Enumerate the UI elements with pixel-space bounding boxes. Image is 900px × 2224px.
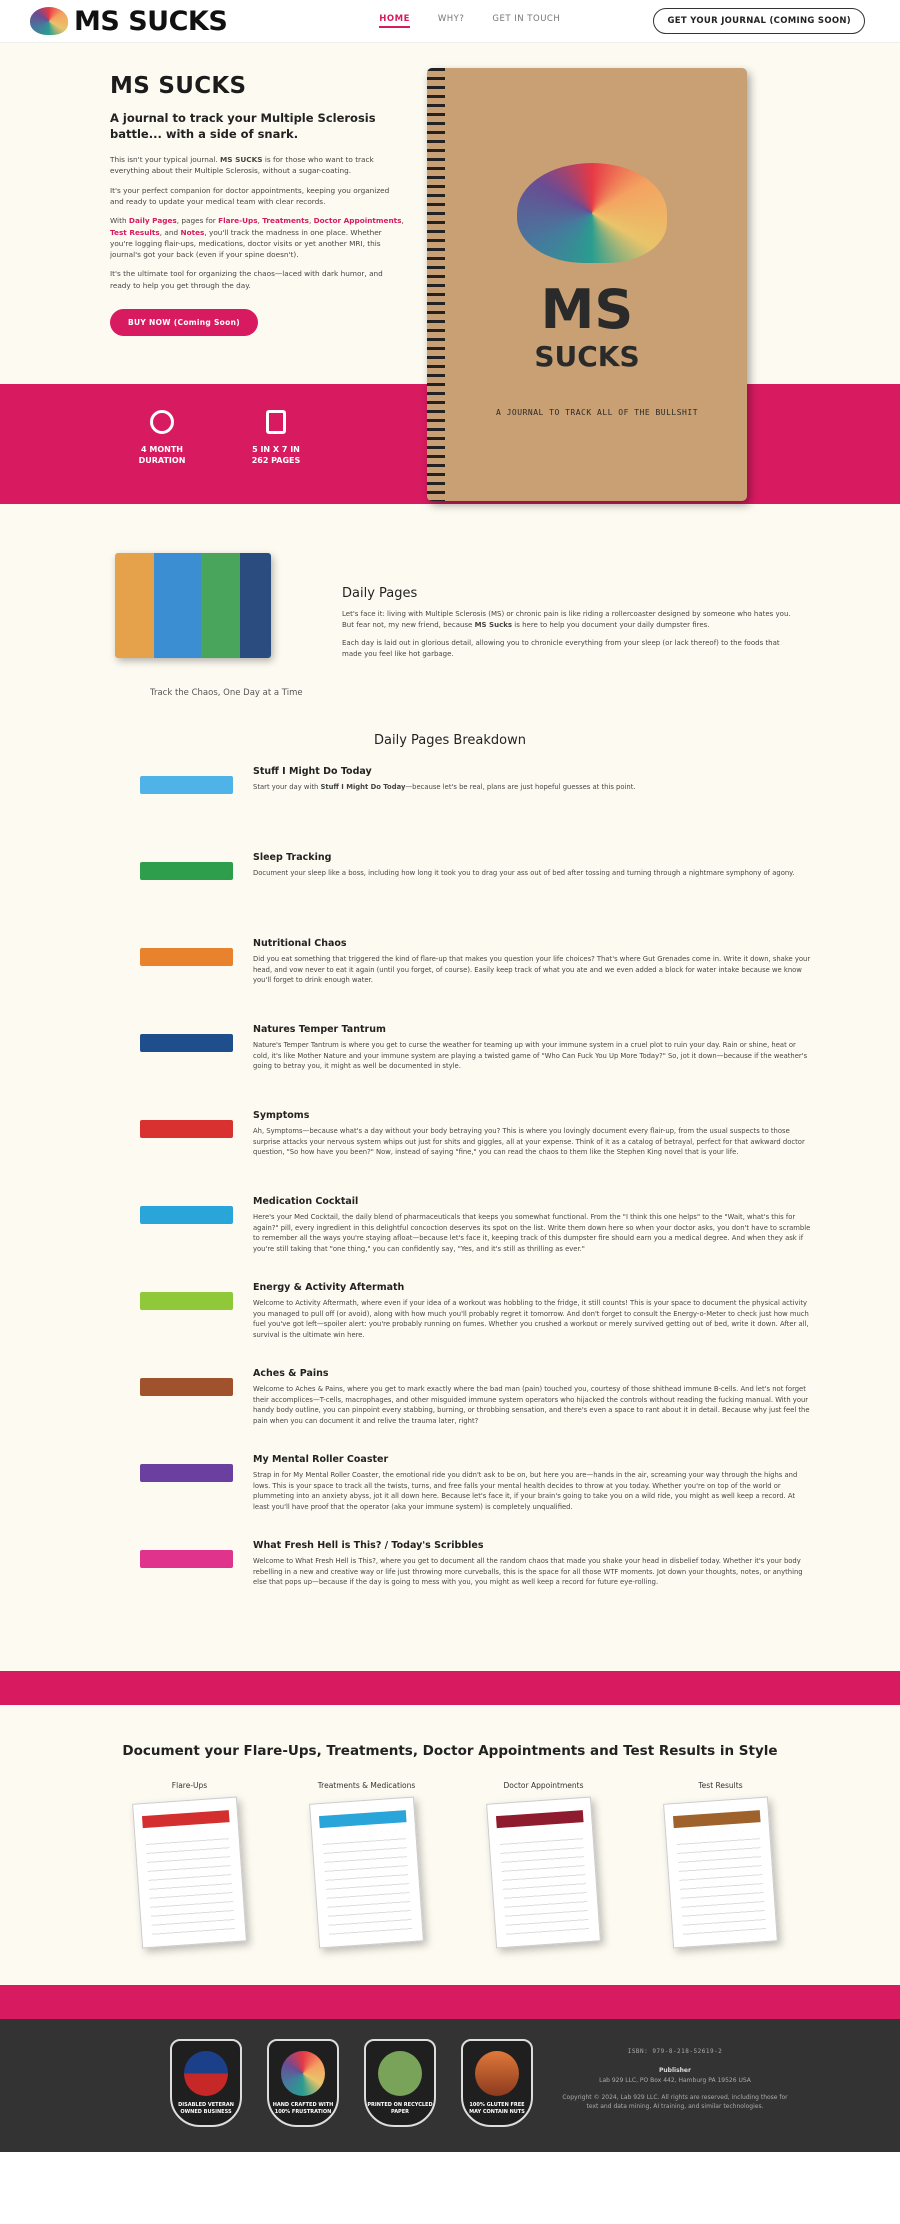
section-page-preview	[140, 1120, 233, 1138]
journal-tagline: A JOURNAL TO TRACK ALL OF THE BULLSHIT	[495, 408, 699, 417]
card-treatments	[307, 1781, 427, 1945]
treatments-page-image	[309, 1797, 424, 1949]
section-page-preview	[140, 1464, 233, 1482]
hero-section	[0, 43, 900, 505]
badge-text: DISABLED VETERAN OWNED BUSINESS	[178, 2102, 234, 2115]
card-doctor-appointments	[484, 1781, 604, 1945]
breakdown-item-description: Welcome to What Fresh Hell is This?, where you get to document all the random chaos that made you shake your head in disbelief today. Whether it's your body rebelling in a new and creative way or life just throwing more curveballs, this is the space for all those WTF moments. Jot down your thoughts, notes, or anything else that pops up—because if the day is going to mess with you, you might as well keep a record for future eye-rolling.	[253, 1557, 803, 1587]
card-label: Treatments & Medications	[317, 1781, 416, 1790]
breakdown-row	[0, 1368, 900, 1440]
breakdown-text	[253, 1454, 813, 1526]
hero-paragraph-4: It's the ultimate tool for organizing the chaos—laced with dark humor, and ready to help you get through the day.	[110, 269, 383, 290]
breakdown-row	[0, 1540, 900, 1612]
doctor-appointments-page-image	[486, 1797, 601, 1949]
breakdown-item-description: Nature's Temper Tantrum is where you get to curse the weather for teaming up with your immune system in a cruel plot to ruin your day. Rain or shine, heat or cold, it's like Mother Nature and your immune system are playing a twisted game of "Who Can Fuck You Up More Today?" So, jot it down—because if the weather's going to betray you, it might as well be documented in style.	[253, 1041, 808, 1071]
hero-title: MS SUCKS	[110, 73, 247, 99]
publisher-label: Publisher	[659, 2067, 691, 2075]
buy-now-button[interactable]: BUY NOW (Coming Soon)	[110, 309, 258, 336]
card-label: Test Results	[698, 1781, 743, 1790]
footer-info	[560, 2047, 790, 2111]
daily-pages-paragraph-1: Let's face it: living with Multiple Sclerosis (MS) or chronic pain is like riding a rollercoaster designed by someone who hates you. But fear not, my new friend, because MS Sucks is here to help you document your daily dumpster fires.	[342, 610, 791, 629]
daily-pages-image	[115, 553, 271, 658]
breakdown-item-title: Symptoms	[253, 1110, 310, 1121]
breakdown-row	[0, 1282, 900, 1354]
breakdown-item-description: Start your day with Stuff I Might Do Today—because let's be real, plans are just hopeful guesses at this point.	[253, 783, 636, 791]
breakdown-item-title: Medication Cocktail	[253, 1196, 359, 1207]
section-thumbnail	[140, 766, 233, 838]
documents-title: Document your Flare-Ups, Treatments, Doctor Appointments and Test Results in Style	[122, 1743, 778, 1759]
breakdown-row	[0, 852, 900, 924]
section-thumbnail	[140, 938, 233, 1010]
page-lines	[145, 1830, 235, 1937]
page-header-strip	[319, 1810, 407, 1828]
badges	[170, 2039, 533, 2127]
breakdown-item-description: Strap in for My Mental Roller Coaster, the emotional ride you didn't ask to be on, but here you are—hands in the air, screaming your way through the highs and lows. This is your space to track all the twists, turns, and free falls your mental health decides to throw at you today. Whether you're on top of the world or plummeting into an anxiety abyss, jot it all down here. Because let's face it, if your brain's going to take you on a wild ride, you might as well keep a record. At least you'll have proof that the operator (aka your immune system) is completely unqualified.	[253, 1471, 798, 1511]
journal-title-ms: MS	[540, 278, 634, 341]
hero-subtitle: A journal to track your Multiple Sclerosis battle... with a side of snark.	[110, 111, 376, 141]
isbn: ISBN: 979-8-218-52619-2	[627, 2048, 723, 2055]
leaf-icon	[378, 2051, 422, 2096]
journal-title-sucks: SUCKS	[534, 340, 640, 373]
section-thumbnail	[140, 1024, 233, 1096]
badge-text: PRINTED ON RECYCLED PAPER	[367, 2102, 433, 2115]
hero-paragraph-1: This isn't your typical journal. MS SUCKS is for those who want to track everything about their Multiple Sclerosis, without a sugar-coating.	[110, 155, 374, 176]
section-thumbnail	[140, 1282, 233, 1354]
section-page-preview	[140, 948, 233, 966]
test-results-page-image	[663, 1797, 778, 1949]
section-thumbnail	[140, 852, 233, 924]
site-footer	[0, 2019, 900, 2152]
breakdown-row	[0, 938, 900, 1010]
breakdown-item-description: Here's your Med Cocktail, the daily blend of pharmaceuticals that keeps you somewhat functional. From the "I think this one helps" to the "Wait, what's this for again?" pill, every ingredient in this delightful concoction deserves its spot on the list. Write them down here so when your doctor asks, you don't have to scramble to remember all the ways you're staying afloat—because let's face it, keeping track of this dumpster fire should earn you a medical degree. And when they ask if you're still taking that "one thing," you can confidently say, "Yes, and it's still as thrilling as ever."	[253, 1213, 811, 1253]
daily-pages-text	[342, 586, 792, 666]
nav-home[interactable]: HOME	[379, 14, 410, 28]
nav-why[interactable]: WHY?	[437, 14, 465, 24]
breakdown-list	[0, 766, 900, 1612]
page-header-strip	[673, 1810, 761, 1828]
breakdown-text	[253, 1196, 813, 1268]
daily-pages-section	[0, 505, 900, 1671]
breakdown-item-description: Ah, Symptoms—because what's a day without your body betraying you? This is where you lovingly document every flair-up, from the usual suspects to those surprise attacks your nervous system whips out just for shits and giggles, all at your expense. Think of it as a catalog of betrayal, perfect for that awkward doctor question, "So how have you been?" Now, instead of saying "fine," you can read the chaos to them like the Stephen King novel that is your life.	[253, 1127, 805, 1157]
breakdown-row	[0, 766, 900, 838]
section-thumbnail	[140, 1196, 233, 1268]
book-icon	[266, 410, 286, 434]
pink-divider	[0, 1985, 900, 2019]
flare-ups-page-image	[132, 1797, 247, 1949]
breakdown-text	[253, 1368, 813, 1440]
breakdown-item-description: Welcome to Activity Aftermath, where even if your idea of a workout was hobbling to the fridge, it still counts! This is your space to document the physical activity you managed to pull off (or avoid), along with how much you'll probably regret it tomorrow. And don't forget to consult the Energy-o-Meter to check just how much fuel you've got left—spoiler alert: you're probably running on fumes. Whether you crushed a workout or merely survived getting out of bed, write it down. After all, survival is the ultimate win here.	[253, 1299, 809, 1339]
flag-icon	[184, 2051, 228, 2096]
pink-divider	[0, 1671, 900, 1705]
duration-value: 4 MONTH	[141, 445, 183, 454]
veteran-badge	[170, 2039, 242, 2127]
main-nav	[379, 14, 560, 28]
logo-text: MS SUCKS	[74, 5, 228, 37]
daily-pages-intro	[0, 505, 900, 718]
breakdown-title: Daily Pages Breakdown	[374, 733, 526, 748]
breakdown-text	[253, 1024, 813, 1096]
breakdown-item-title: Energy & Activity Aftermath	[253, 1282, 405, 1293]
handcrafted-badge	[267, 2039, 339, 2127]
brain-logo-icon	[30, 7, 68, 35]
recycled-badge	[364, 2039, 436, 2127]
daily-pages-paragraph-2: Each day is laid out in glorious detail, allowing you to chronicle everything from your sleep (or lack thereof) to the foods that made you feel like hot garbage.	[342, 638, 780, 658]
page-lines	[499, 1830, 589, 1937]
duration-label: DURATION	[138, 456, 186, 466]
page-lines	[322, 1830, 412, 1937]
section-thumbnail	[140, 1454, 233, 1526]
card-test-results	[661, 1781, 781, 1945]
get-journal-button[interactable]: GET YOUR JOURNAL (COMING SOON)	[653, 8, 865, 34]
wheat-icon	[475, 2051, 519, 2096]
section-page-preview	[140, 1292, 233, 1310]
section-page-preview	[140, 1034, 233, 1052]
breakdown-item-description: Did you eat something that triggered the kind of flare-up that makes you question your life choices? That's where Gut Grenades come in. Write it down, shake your head, and vow never to eat it again (until you forget, of course). Easily keep track of what you ate and we even added a block for water intake because we know you'll forget to drink enough water.	[253, 955, 811, 985]
section-thumbnail	[140, 1368, 233, 1440]
pages-stat	[236, 410, 316, 466]
breakdown-row	[0, 1196, 900, 1268]
breakdown-text	[253, 1540, 813, 1612]
card-label: Doctor Appointments	[503, 1781, 584, 1790]
breakdown-text	[253, 852, 813, 924]
breakdown-item-description: Document your sleep like a boss, including how long it took you to drag your ass out of bed after tossing and turning through a nightmare symphony of agony.	[253, 869, 795, 877]
pages-value: 262 PAGES	[251, 456, 301, 466]
section-page-preview	[140, 1550, 233, 1568]
documents-section	[0, 1705, 900, 1985]
page-header-strip	[496, 1810, 584, 1828]
breakdown-row	[0, 1110, 900, 1182]
size-value: 5 IN X 7 IN	[252, 445, 300, 454]
breakdown-item-title: Aches & Pains	[253, 1368, 329, 1379]
breakdown-text	[253, 1110, 813, 1182]
badge-text: HAND CRAFTED WITH 100% FRUSTRATION	[272, 2102, 334, 2115]
section-page-preview	[140, 862, 233, 880]
section-page-preview	[140, 1378, 233, 1396]
hero-text	[110, 73, 405, 336]
copyright: Copyright © 2024, Lab 929 LLC. All rights are reserved, including those for text and data mining, AI training, and similar technologies.	[562, 2093, 788, 2111]
section-thumbnail	[140, 1110, 233, 1182]
breakdown-item-title: Nutritional Chaos	[253, 938, 347, 949]
hero-paragraph-2: It's your perfect companion for doctor appointments, keeping you organized and ready to update your medical team with clear records.	[110, 185, 390, 206]
card-label: Flare-Ups	[171, 1781, 208, 1790]
card-flare-ups	[130, 1781, 250, 1945]
brain-icon	[281, 2051, 325, 2096]
breakdown-item-title: Stuff I Might Do Today	[253, 766, 372, 777]
breakdown-text	[253, 938, 813, 1010]
journal-cover-image	[427, 68, 747, 501]
breakdown-item-title: Sleep Tracking	[253, 852, 332, 863]
duration-stat	[122, 410, 202, 466]
daily-pages-caption: Track the Chaos, One Day at a Time	[150, 688, 303, 698]
gluten-free-badge	[461, 2039, 533, 2127]
breakdown-item-title: Natures Temper Tantrum	[253, 1024, 386, 1035]
breakdown-text	[253, 1282, 813, 1354]
breakdown-item-title: My Mental Roller Coaster	[253, 1454, 389, 1465]
nav-get-in-touch[interactable]: GET IN TOUCH	[492, 14, 561, 24]
breakdown-item-description: Welcome to Aches & Pains, where you get to mark exactly where the bad man (pain) touched you, courtesy of those shithead immune B-cells. And let's not forget their accomplices—T-cells, macrophages, and other misguided immune system operators who hijacked the controls without reading the fucking manual. With your handy body outline, you can pinpoint every stabbing, burning, or throbbing sensation, and there's even a space to rant about it in detail. Because why just feel the pain when you can document it and relive the trauma later, right?	[253, 1385, 810, 1425]
daily-pages-title: Daily Pages	[342, 586, 418, 601]
breakdown-row	[0, 1024, 900, 1096]
clock-icon	[150, 410, 174, 434]
page-header-strip	[142, 1810, 230, 1828]
logo[interactable]	[30, 6, 227, 37]
journal-brain-illustration	[517, 163, 667, 263]
section-thumbnail	[140, 1540, 233, 1612]
document-cards	[0, 1781, 900, 1945]
page-lines	[676, 1830, 766, 1937]
publisher-address: Lab 929 LLC, PO Box 442, Hamburg PA 19526 USA	[599, 2076, 751, 2084]
breakdown-item-title: What Fresh Hell is This? / Today's Scribbles	[253, 1540, 484, 1551]
section-page-preview	[140, 1206, 233, 1224]
badge-text: 100% GLUTEN FREE MAY CONTAIN NUTS	[469, 2102, 525, 2115]
site-header	[0, 0, 900, 43]
section-page-preview	[140, 776, 233, 794]
breakdown-text	[253, 766, 813, 838]
breakdown-row	[0, 1454, 900, 1526]
hero-paragraph-3: With Daily Pages, pages for Flare-Ups, Treatments, Doctor Appointments, Test Results, and Notes, you'll track the madness in one place. Whether you're logging flair-ups, medications, doctor visits or yet another MRI, this journal's got your back (even if your spine doesn't).	[110, 216, 404, 260]
